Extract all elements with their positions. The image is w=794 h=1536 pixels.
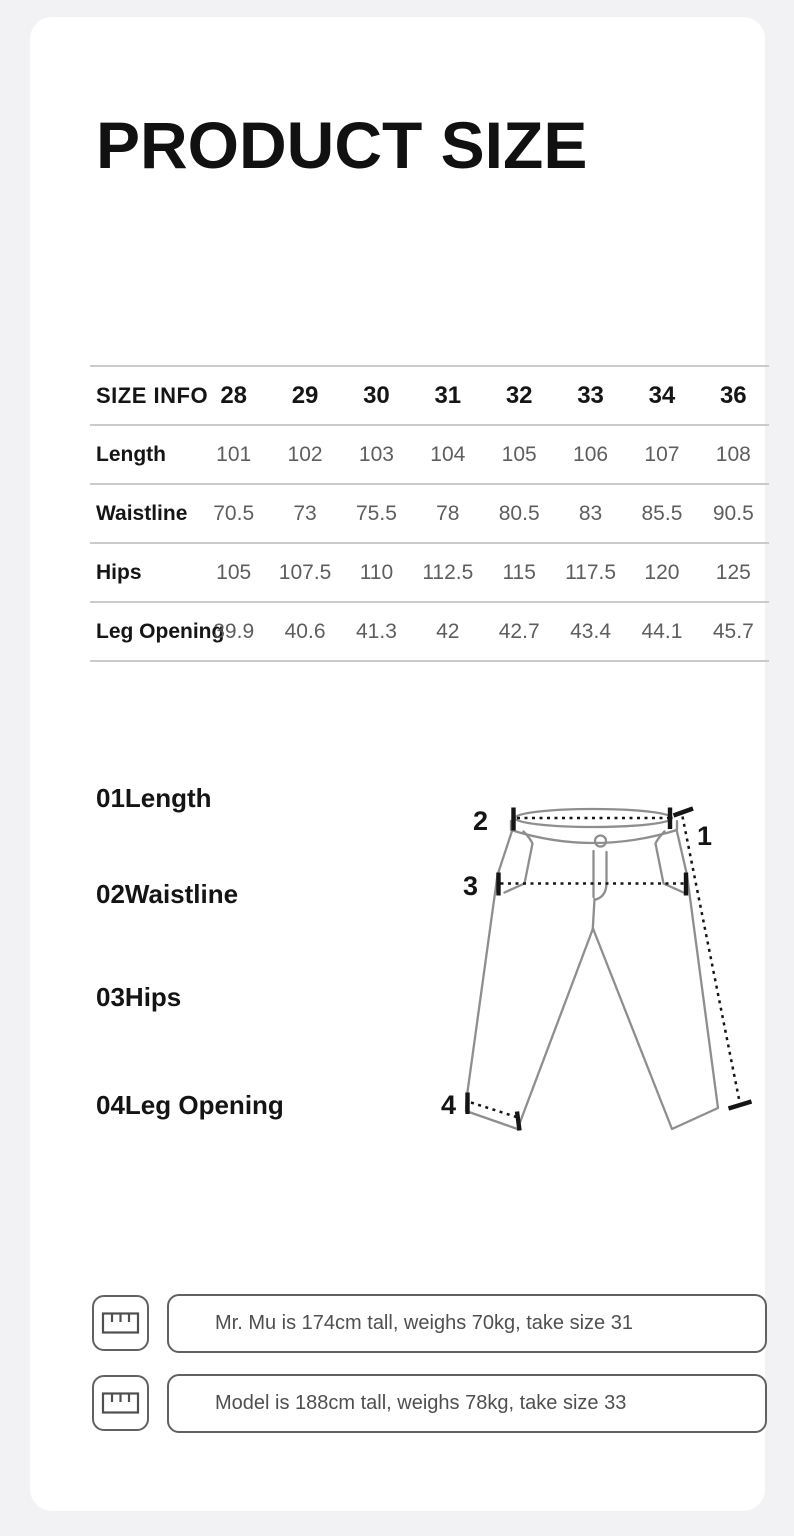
note-icon-box [92,1375,149,1431]
table-cell: 44.1 [641,619,683,643]
product-size-card [30,17,765,1511]
size-column-header: 34 [648,381,676,409]
note-text: Model is 188cm tall, weighs 78kg, take size 33 [215,1392,627,1414]
table-cell: 115 [502,560,536,584]
crotch-seam [593,899,595,929]
table-cell: 42 [436,619,460,643]
table-cell: 45.7 [712,619,754,643]
marker-hips: 3 [463,871,479,901]
table-cell: 39.9 [213,619,255,643]
size-column-header: 33 [577,381,604,409]
row-label: Hips [96,560,142,584]
table-cell: 125 [715,560,751,584]
page-title: PRODUCT SIZE [96,108,588,182]
size-column-header: 29 [291,381,319,409]
model-fit-note [167,1294,767,1353]
size-column-header: 36 [719,381,747,409]
pants-outline-drawing [466,809,718,1129]
table-cell: 110 [359,560,394,584]
size-table-header-row [90,367,769,426]
table-cell: 83 [578,501,603,525]
row-label: Leg Opening [96,619,225,643]
model-fit-note [167,1374,767,1433]
table-cell: 102 [287,442,323,466]
size-info-label: SIZE INFO [96,382,209,408]
fly-stitch-curve [596,852,607,900]
table-row-leg-opening [90,603,769,662]
size-table [90,365,769,662]
table-cell: 78 [436,501,460,525]
table-row-length [90,426,769,485]
table-cell: 112.5 [422,560,474,584]
table-cell: 105 [501,442,537,466]
table-cell: 70.5 [213,501,255,525]
ruler-icon [101,1311,140,1335]
legend-item-length: 01Length [96,783,212,813]
note-icon-box [92,1295,149,1351]
size-column-header: 32 [505,381,533,409]
table-cell: 106 [573,442,609,466]
table-cell: 104 [430,442,466,466]
length-tick-bottom [729,1102,752,1109]
ruler-icon [101,1391,140,1415]
size-column-header: 28 [220,381,248,409]
table-cell: 73 [293,501,317,525]
table-cell: 85.5 [641,501,683,525]
note-text: Mr. Mu is 174cm tall, weighs 70kg, take size 31 [215,1312,633,1334]
table-cell: 120 [644,560,680,584]
table-cell: 90.5 [712,501,754,525]
table-cell: 117.5 [565,560,617,584]
legend-item-waistline: 02Waistline [96,879,239,909]
leg-opening-tick-right [517,1112,520,1131]
table-cell: 101 [216,442,252,466]
length-tick-top [674,809,694,816]
size-column-header: 30 [363,381,390,409]
legend-item-hips: 03Hips [96,982,182,1012]
table-cell: 108 [715,442,751,466]
table-cell: 43.4 [570,619,611,643]
table-cell: 75.5 [356,501,397,525]
table-row-waistline [90,485,769,544]
size-column-header: 31 [434,381,462,409]
table-cell: 107 [644,442,680,466]
table-cell: 103 [358,442,394,466]
waist-button [595,836,606,847]
marker-waistline: 2 [473,806,489,836]
table-cell: 40.6 [284,619,326,643]
left-leg [466,830,593,1130]
table-cell: 80.5 [498,501,540,525]
table-row-hips [90,544,769,603]
table-cell: 105 [216,560,252,584]
marker-leg-opening: 4 [441,1090,457,1120]
marker-length: 1 [697,821,713,851]
pants-measurement-diagram [430,795,765,1143]
table-cell: 107.5 [278,560,332,584]
row-label: Waistline [96,501,188,525]
table-cell: 41.3 [356,619,397,643]
right-leg [593,830,718,1130]
legend-item-leg-opening: 04Leg Opening [96,1090,284,1120]
table-cell: 42.7 [498,619,540,643]
row-label: Length [96,442,166,466]
